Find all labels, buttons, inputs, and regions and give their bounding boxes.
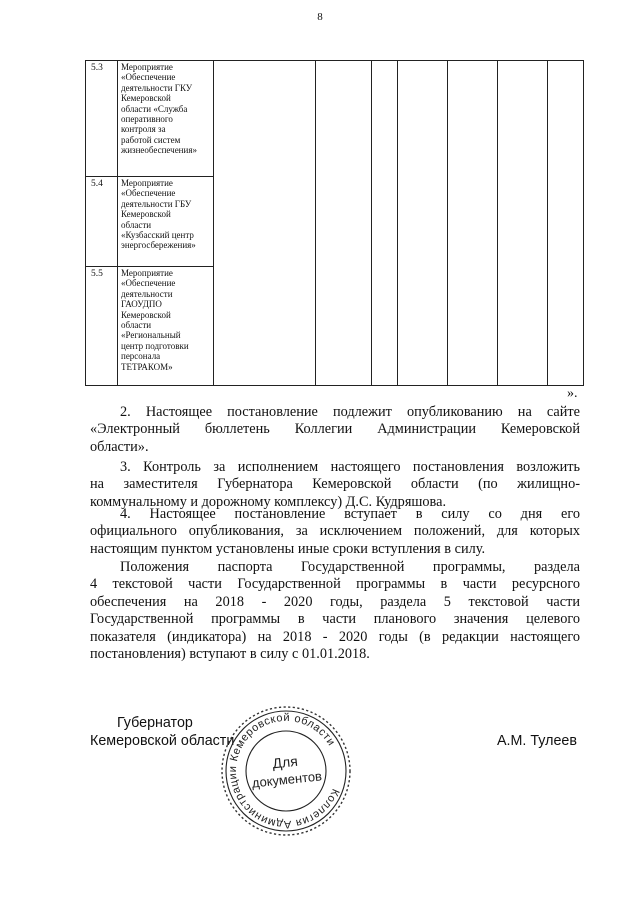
paragraph-line: коммунальному и дорожному комплексу) Д.С. Кудряшова. [90,493,447,510]
activity-line: области «Служба [121,103,188,114]
activity-line: Мероприятие [121,268,173,278]
empty-cell [498,61,548,386]
paragraph-line: показателя (индикатора) на 2018 - 2020 годы (в редакции настоящего [90,628,580,645]
activity-line: «Обеспечение [121,188,176,199]
activity-line: Кемеровской [121,93,171,104]
activity-line: оперативного [121,114,173,125]
paragraph-line: Положения паспорта Государственной программы, раздела [120,559,580,575]
activity-line: «Обеспечение [121,72,176,83]
paragraph-5 [90,559,580,663]
page-number: 8 [317,11,323,23]
paragraph-2 [90,404,580,456]
paragraph-line: официального опубликования, за исключением положений, для которых [90,523,580,540]
activity-line: деятельности ГБУ [121,198,192,209]
paragraph-line: 3. Контроль за исполнением настоящего постановления возложить [120,459,580,475]
activity-line: «Региональный [121,330,181,341]
stamp-center-line1: Для [271,752,299,772]
activity-line: деятельности ГКУ [121,82,193,93]
paragraph-line: области». [90,438,149,455]
paragraph-line: 4 текстовой части Государственной программы в части ресурсного [90,576,580,593]
activity-line: Кемеровской [121,309,171,320]
row-number: 5.3 [86,61,118,177]
stamp-ring-text: Коллегия Администрации Кемеровской области [226,711,342,831]
empty-cell [548,61,584,386]
empty-cell [214,61,316,386]
row-number: 5.5 [86,267,118,386]
paragraph-line: обеспечения на 2018 - 2020 годы, раздела 5 текстовой части [90,593,580,610]
activity-line: «Кузбасский центр [121,230,194,241]
paragraph-line: Государственной программы в части планового значения целевого [90,611,580,628]
empty-cell [448,61,498,386]
activity-line: персонала [121,351,161,362]
activity-line: Мероприятие [121,62,173,72]
activity-name [118,61,214,177]
table-row [86,61,584,177]
activity-line: «Обеспечение [121,278,176,289]
paragraph-line: «Электронный бюллетень Коллегии Администрации Кемеровской [90,421,580,438]
activity-line: центр подготовки [121,340,189,351]
empty-cell [372,61,398,386]
activity-line: ГАОУДПО [121,299,162,310]
activity-line: контроля за [121,124,166,135]
closing-quote: ». [567,386,578,401]
signatory-name: А.М. Тулеев [497,733,577,749]
empty-cell [398,61,448,386]
activity-line: жизнеобеспечения» [121,145,197,156]
paragraph-4 [90,506,580,558]
activity-line: Мероприятие [121,178,173,188]
activity-line: Кемеровской [121,209,171,220]
stamp-center-line2: документов [251,768,323,791]
signatory-organization: Кемеровской области [90,733,235,749]
activity-line: области [121,320,152,331]
activity-name [118,267,214,386]
activity-line: ТЕТРАКОМ» [121,361,173,372]
activity-line: области [121,219,152,230]
official-stamp [218,703,354,839]
activity-name [118,177,214,267]
activity-line: работой систем [121,134,181,145]
paragraph-line: на заместителя Губернатора Кемеровской области (по жилищно- [90,476,580,493]
signatory-title: Губернатор [117,715,193,731]
activities-table [85,60,584,386]
paragraph-line: настоящим пунктом установлены иные сроки вступления в силу. [90,540,486,557]
paragraph-line: 2. Настоящее постановление подлежит опубликованию на сайте [120,404,580,420]
row-number: 5.4 [86,177,118,267]
activity-line: деятельности [121,288,173,299]
activity-line: энергосбережения» [121,240,196,251]
empty-cell [316,61,372,386]
paragraph-line: постановления) вступают в силу с 01.01.2018. [90,645,370,662]
paragraph-3 [90,459,580,511]
svg-text:Коллегия Администрации Кемеров [218,703,354,839]
paragraph-line: 4. Настоящее постановление вступает в силу со дня его [120,506,580,522]
